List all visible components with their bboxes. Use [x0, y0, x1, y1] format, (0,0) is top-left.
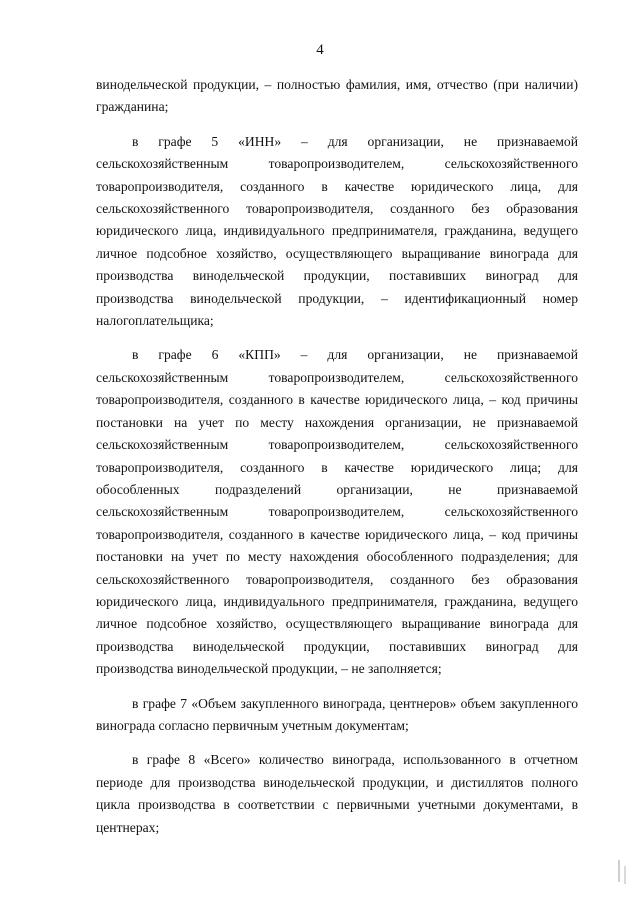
document-body: [96, 74, 578, 839]
paragraph-column-5-inn: в графе 5 «ИНН» – для организации, не признаваемой сельскохозяйственным товаропроизводителем, сельскохозяйственного товаропроизводителя, созданного в качестве юридического лица, для сельскохозяйственного товаропроизводителя, созданного без образования юридического лица, индивидуального предпринимателя, гражданина, ведущего личное подсобное хозяйство, осуществляющего выращивание винограда для производства винодельческой продукции, поставивших виноград для производства винодельческой продукции, – идентификационный номер налогоплательщика;: [96, 133, 578, 329]
scan-artifact-mark: [624, 866, 626, 884]
paragraph-column-6-kpp: в графе 6 «КПП» – для организации, не признаваемой сельскохозяйственным товаропроизводителем, сельскохозяйственного товаропроизводителя, созданного в качестве юридического лица, – код причины постановки на учет по месту нахождения организации, не признаваемой сельскохозяйственным товаропроизводителем, сельскохозяйственного товаропроизводителя, созданного в качестве юридического лица; для обособленных подразделений организации, не признаваемой сельскохозяйственным товаропроизводителем, сельскохозяйственного товаропроизводителя, созданного в качестве юридического лица, – код причины постановки на учет по месту нахождения обособленного подразделения; для сельскохозяйственного товаропроизводителя, созданного без образования юридического лица, индивидуального предпринимателя, гражданина, ведущего личное подсобное хозяйство, осуществляющего выращивание винограда для производства винодельческой продукции, поставивших виноград для производства винодельческой продукции, – не заполняется;: [96, 347, 578, 677]
paragraph-column-7-volume: в графе 7 «Объем закупленного винограда, центнеров» объем закупленного винограда согласно первичным учетным документам;: [96, 695, 578, 733]
page-number: 4: [316, 42, 324, 58]
paragraph-continuation: винодельческой продукции, – полностью фамилия, имя, отчество (при наличии) гражданина;: [96, 77, 578, 115]
scan-artifact-mark: [618, 860, 620, 882]
paragraph-column-8-total: в графе 8 «Всего» количество винограда, использованного в отчетном периоде для производства винодельческой продукции, и дистиллятов полного цикла производства в соответствии с первичными учетными документами, в центнерах;: [96, 752, 578, 835]
